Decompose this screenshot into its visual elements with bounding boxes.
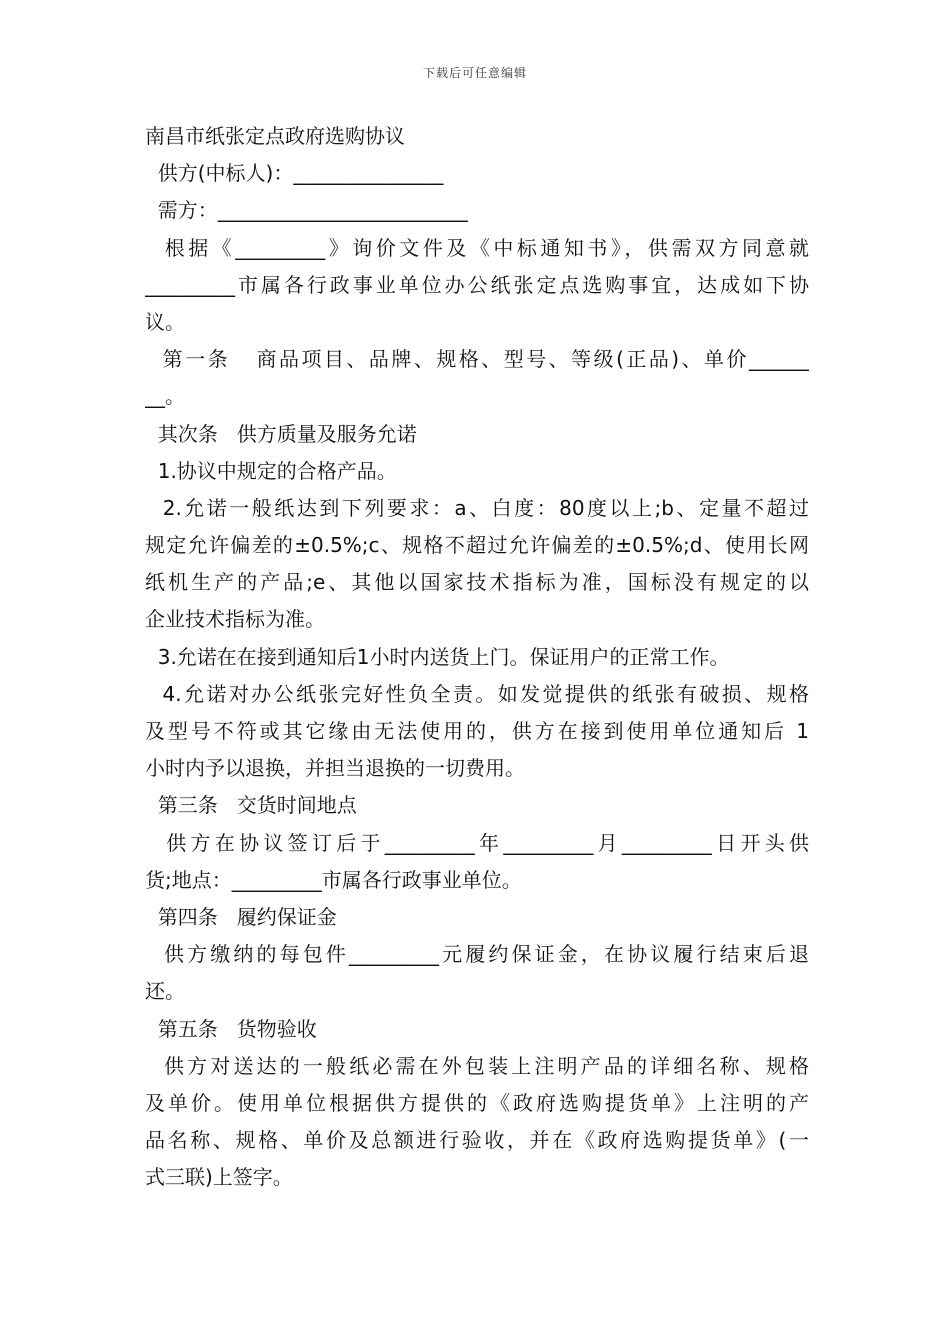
paragraph-line: 品名称、规格、单价及总额进行验收，并在《政府选购提货单》(一 [145, 1128, 809, 1153]
paragraph-line: 供方在协议签订后于_________年_________月_________日开头供 [145, 830, 809, 855]
list-item: 1.协议中规定的合格产品。 [145, 458, 397, 483]
paragraph-line: 供方缴纳的每包件_________元履约保证金，在协议履行结束后退 [145, 942, 809, 967]
list-item: 4.允诺对办公纸张完好性负全责。如发觉提供的纸张有破损、规格 [145, 681, 809, 706]
paragraph-line: 根据《_________》询价文件及《中标通知书》，供需双方同意就 [145, 235, 809, 260]
buyer-line: 需方：_________________________ [145, 198, 468, 223]
paragraph-line: __。 [145, 384, 185, 409]
paragraph-line: 供方对送达的一般纸必需在外包装上注明产品的详细名称、规格 [145, 1053, 809, 1078]
article-2-heading: 其次条 供方质量及服务允诺 [145, 421, 417, 446]
paragraph-line: 议。 [145, 309, 185, 334]
document-title: 南昌市纸张定点政府选购协议 [145, 124, 405, 148]
paragraph-line: 及型号不符或其它缘由无法使用的，供方在接到使用单位通知后 1 [145, 719, 809, 743]
article-4-heading: 第四条 履约保证金 [145, 904, 337, 929]
list-item: 3.允诺在在接到通知后1小时内送货上门。保证用户的正常工作。 [145, 644, 730, 669]
paragraph-line: 规定允许偏差的±0.5%;c、规格不超过允许偏差的±0.5%;d、使用长网 [145, 533, 809, 558]
paragraph-line: 式三联)上签字。 [145, 1165, 293, 1190]
supplier-line: 供方(中标人)：_______________ [145, 161, 444, 186]
header-note: 下载后可任意编辑 [422, 66, 527, 80]
paragraph-line: _________市属各行政事业单位办公纸张定点选购事宜，达成如下协 [145, 272, 809, 297]
paragraph-line: 纸机生产的产品;e、其他以国家技术指标为准，国标没有规定的以 [145, 570, 809, 595]
list-item: 2.允诺一般纸达到下列要求：a、白度：80度以上;b、定量不超过 [145, 495, 809, 520]
paragraph-line: 小时内予以退换，并担当退换的一切费用。 [145, 756, 525, 781]
paragraph-line: 及单价。使用单位根据供方提供的《政府选购提货单》上注明的产 [145, 1090, 809, 1115]
paragraph-line: 还。 [145, 979, 185, 1004]
article-5-heading: 第五条 货物验收 [145, 1016, 317, 1041]
article-1-heading: 第一条 商品项目、品牌、规格、型号、等级(正品)、单价______ [145, 347, 809, 372]
article-3-heading: 第三条 交货时间地点 [145, 793, 357, 818]
paragraph-line: 货;地点：_________市属各行政事业单位。 [145, 867, 522, 892]
document-body [145, 118, 809, 1196]
paragraph-line: 企业技术指标为准。 [145, 607, 325, 632]
